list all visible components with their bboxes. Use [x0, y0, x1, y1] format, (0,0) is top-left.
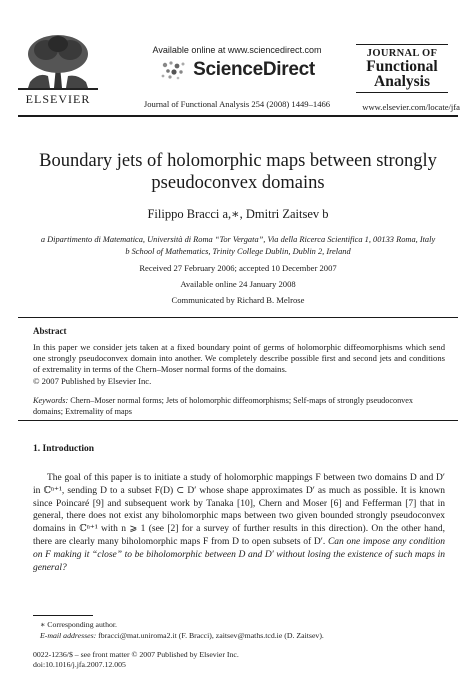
- journal-title-line2: Functional: [366, 58, 438, 75]
- journal-title-line3: Analysis: [374, 73, 430, 90]
- abstract-bottom-divider: [18, 420, 458, 421]
- sciencedirect-logo: [110, 57, 364, 83]
- introduction-paragraph: [33, 472, 445, 574]
- keywords-label: Keywords:: [33, 396, 69, 405]
- email-addresses: [40, 631, 324, 640]
- intro-question: Can one impose any condition on F making it “close” to be biholomorphic between D and D′ without losing the existence of such maps in general?: [33, 536, 445, 573]
- header-divider: [18, 115, 458, 117]
- tree-logo-icon: [18, 32, 98, 90]
- abstract-top-divider: [18, 317, 458, 318]
- journal-title-line1: JOURNAL OF: [366, 48, 438, 59]
- affiliation-b: b School of Mathematics, Trinity College Dublin, Dublin 2, Ireland: [125, 247, 351, 256]
- abstract-body: In this paper we consider jets taken at a fixed boundary point of germs of holomorphic diffeomorphisms which send one strongly pseudoconvex domain into another. We completely describe possible first and second jets and conditions of extremality in terms of the Chern–Moser normal forms of the domains.: [33, 342, 445, 375]
- keywords: [33, 396, 445, 417]
- title-line-1: Boundary jets of holomorphic maps between strongly: [39, 151, 437, 171]
- intro-body: The goal of this paper is to initiate a study of holomorphic mappings F between two domains D and D′ in ℂⁿ⁺¹, sending D to a subset F(D) ⊂ D′ whose shape approximates D′ as much as possible. It is known since Poincaré [9] and subsequent work by Tanaka [10], Chern and Moser [6] and Fefferman [7] that in general, there does not exist any biholomorphic maps between two given bounded strongly pseudoconvex domains in ℂⁿ⁺¹ with n ⩾ 1 (see [2] for a survey of further results in this direction). On the other hand, there are clearly many biholomorphic maps F from D to open subsets of D′.: [33, 473, 445, 547]
- abstract-text: [33, 342, 445, 387]
- publisher-name: ELSEVIER: [25, 92, 91, 106]
- corresponding-author-note: ∗ Corresponding author.: [40, 620, 117, 629]
- sciencedirect-header: [110, 45, 364, 109]
- email-label: E-mail addresses:: [40, 631, 97, 640]
- affiliation-a: a Dipartimento di Matematica, Università di Roma “Tor Vergata”, Via della Ricerca Scientifica 1, 00133 Roma, Italy: [40, 235, 436, 244]
- abstract-heading: Abstract: [33, 326, 67, 336]
- title-line-2: pseudoconvex domains: [151, 173, 325, 193]
- article-title: [18, 150, 458, 194]
- email-list[interactable]: fbracci@mat.uniroma2.it (F. Bracci), zaitsev@maths.tcd.ie (D. Zaitsev).: [96, 631, 324, 640]
- available-online-text: Available online at www.sciencedirect.com: [152, 45, 322, 55]
- journal-url-link[interactable]: www.elsevier.com/locate/jfa: [362, 102, 460, 112]
- article-authors: Filippo Bracci a,∗, Dmitri Zaitsev b: [147, 207, 329, 221]
- abstract-copyright: © 2007 Published by Elsevier Inc.: [33, 375, 152, 386]
- keywords-list: Chern–Moser normal forms; Jets of holomorphic diffeomorphisms; Self-maps of strongly pseudoconvex domains; Extremality of maps: [33, 396, 413, 416]
- available-online-date: Available online 24 January 2008: [180, 279, 296, 289]
- sciencedirect-name: ScienceDirect: [193, 59, 315, 80]
- communicated-by: Communicated by Richard B. Melrose: [171, 295, 305, 305]
- journal-title-box: [356, 44, 448, 93]
- received-date: Received 27 February 2006; accepted 10 December 2007: [139, 263, 337, 273]
- sciencedirect-dots-icon: [159, 59, 189, 81]
- doi-link[interactable]: doi:10.1016/j.jfa.2007.12.005: [33, 660, 126, 669]
- section-heading-introduction: 1. Introduction: [33, 444, 95, 454]
- footnote-divider: [33, 615, 93, 616]
- issn-line: 0022-1236/$ – see front matter © 2007 Published by Elsevier Inc.: [33, 650, 239, 659]
- journal-citation: Journal of Functional Analysis 254 (2008) 1449–1466: [143, 99, 331, 109]
